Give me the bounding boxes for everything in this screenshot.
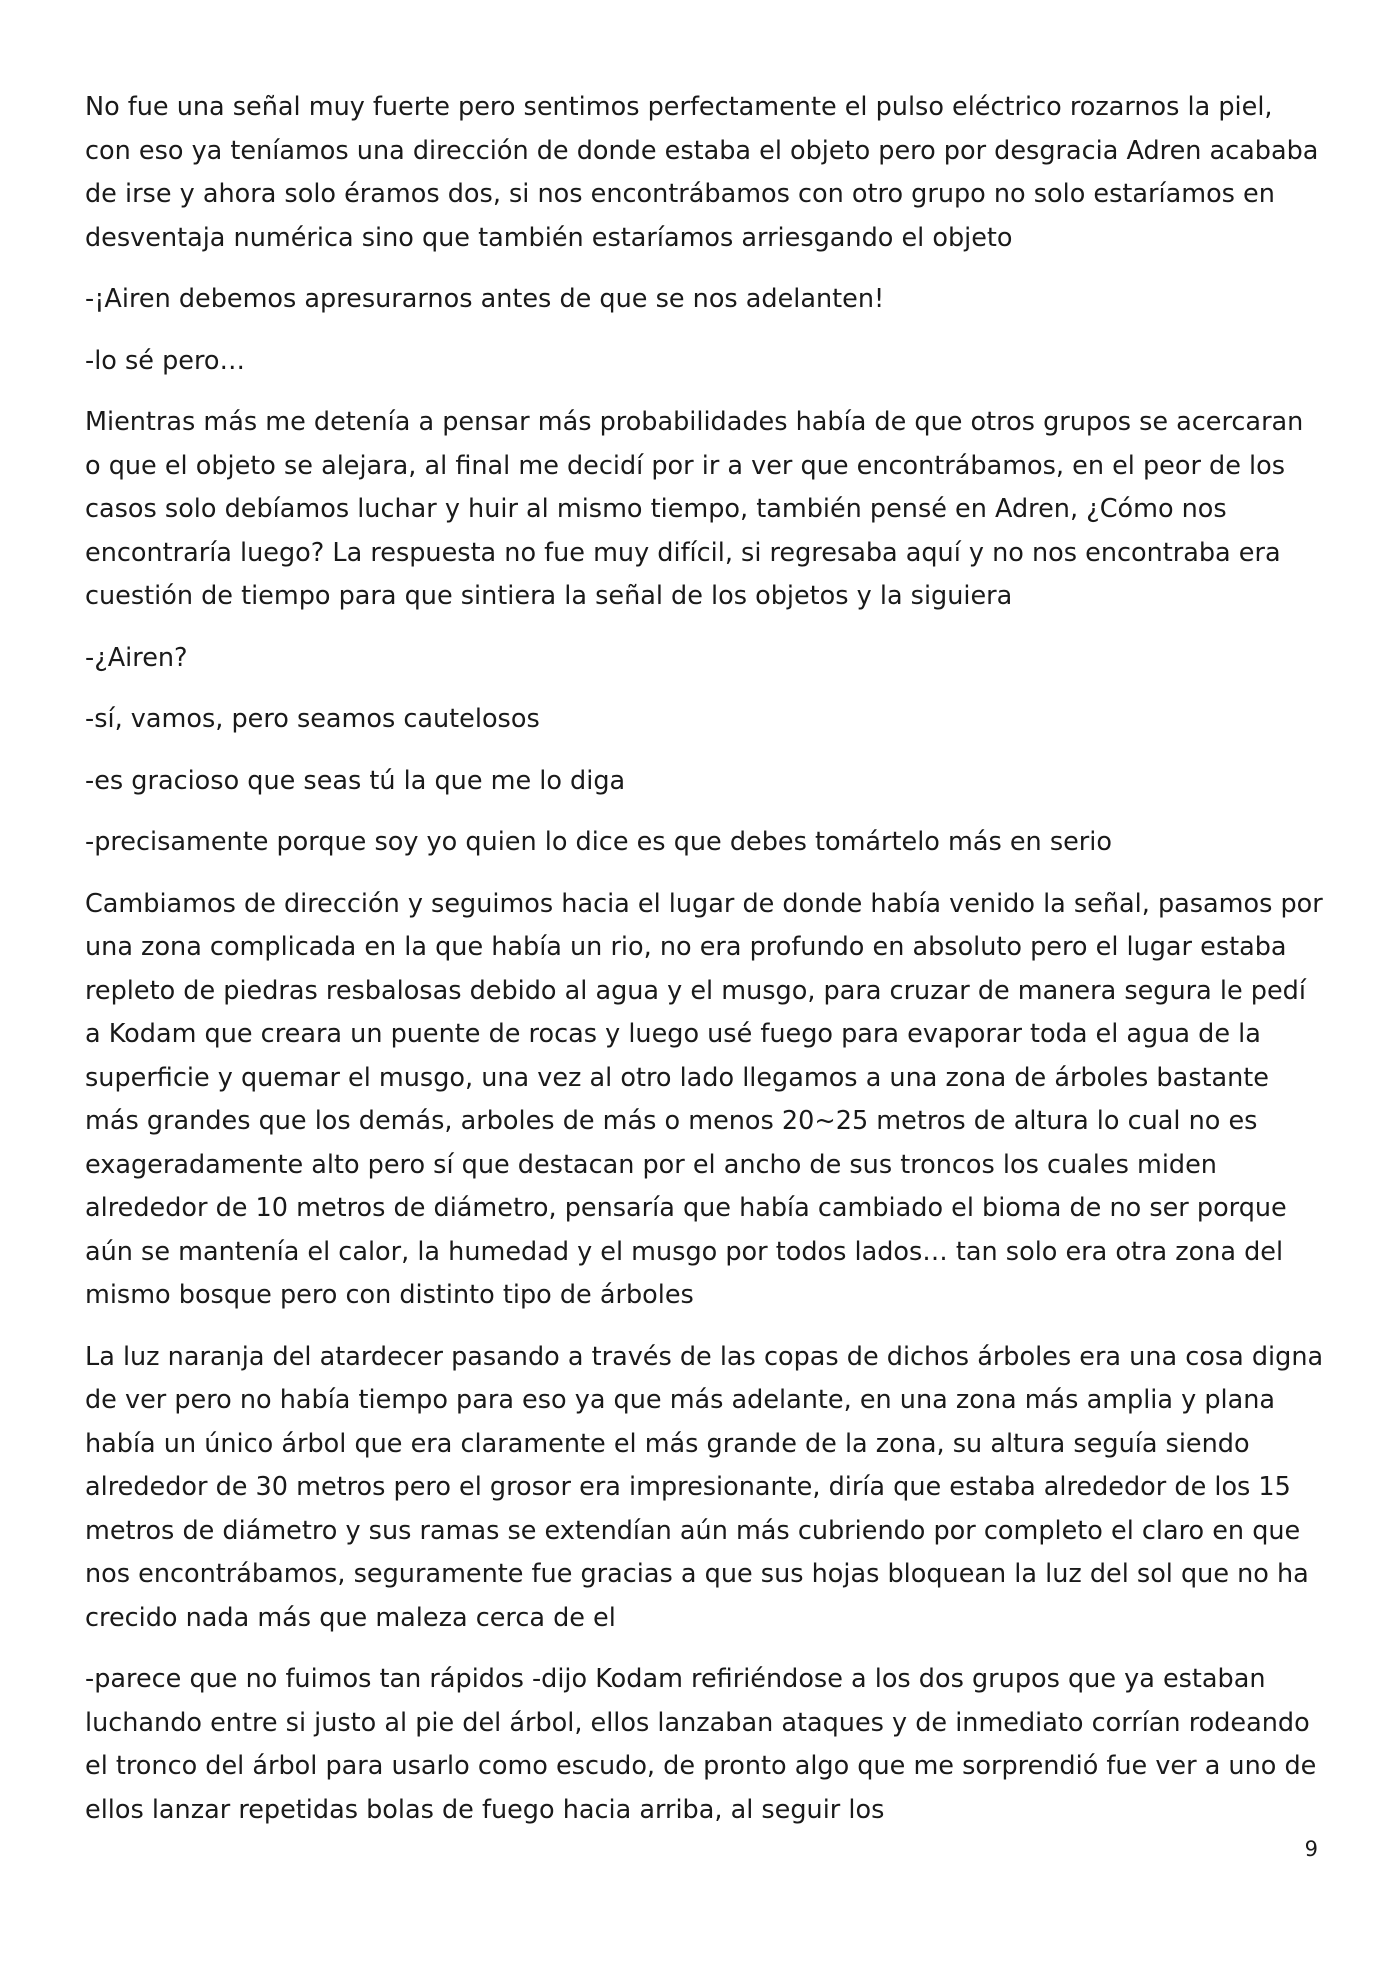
paragraph: Mientras más me detenía a pensar más probabilidades había de que otros grupos se acercaran o que el objeto se alejara, al final me decidí por ir a ver que encontrábamos, en el peor de los casos solo debíamos luchar y huir al mismo tiempo, también pensé en Adren, ¿Cómo nos encontraría luego? La respuesta no fue muy difícil, si regresaba aquí y no nos encontraba era cuestión de tiempo para que sintiera la señal de los objetos y la siguiera	[85, 407, 1304, 611]
paragraph: La luz naranja del atardecer pasando a través de las copas de dichos árboles era una cosa digna de ver pero no había tiempo para eso ya que más adelante, en una zona más amplia y plana había un único árbol que era claramente el más grande de la zona, su altura seguía siendo alrededor de 30 metros pero el grosor era impresionante, diría que estaba alrededor de los 15 metros de diámetro y sus ramas se extendían aún más cubriendo por completo el claro en que nos encontrábamos, seguramente fue gracias a que sus hojas bloquean la luz del sol que no ha crecido nada más que maleza cerca de el	[85, 1341, 1324, 1633]
dialogue-line: -¡Airen debemos apresurarnos antes de que se nos adelanten!	[85, 284, 885, 314]
paragraph: No fue una señal muy fuerte pero sentimos perfectamente el pulso eléctrico rozarnos la piel, con eso ya teníamos una dirección de donde estaba el objeto pero por desgracia Adren acababa de irse y ahora solo éramos dos, si nos encontrábamos con otro grupo no solo estaríamos en desventaja numérica sino que también estaríamos arriesgando el objeto	[85, 92, 1319, 253]
dialogue-line: -sí, vamos, pero seamos cautelosos	[85, 704, 540, 734]
document-body	[85, 86, 1325, 1850]
dialogue-line: -precisamente porque soy yo quien lo dice es que debes tomártelo más en serio	[85, 827, 1112, 857]
page-number: 9	[1304, 1837, 1318, 1861]
dialogue-line: -lo sé pero…	[85, 345, 245, 376]
dialogue-line: -¿Airen?	[85, 642, 188, 673]
paragraph: -parece que no fuimos tan rápidos -dijo Kodam refiriéndose a los dos grupos que ya estaban luchando entre si justo al pie del árbol, ellos lanzaban ataques y de inmediato corrían rodeando el tronco del árbol para usarlo como escudo, de pronto algo que me sorprendió fue ver a uno de ellos lanzar repetidas bolas de fuego hacia arriba, al seguir los	[85, 1664, 1317, 1825]
paragraph: Cambiamos de dirección y seguimos hacia el lugar de donde había venido la señal, pasamos por una zona complicada en la que había un rio, no era profundo en absoluto pero el lugar estaba repleto de piedras resbalosas debido al agua y el musgo, para cruzar de manera segura le pedí a Kodam que creara un puente de rocas y luego usé fuego para evaporar toda el agua de la superficie y quemar el musgo, una vez al otro lado llegamos a una zona de árboles bastante más grandes que los demás, arboles de más o menos 20~25 metros de altura lo cual no es exageradamente alto pero sí que destacan por el ancho de sus troncos los cuales miden alrededor de 10 metros de diámetro, pensaría que había cambiado el bioma de no ser porque aún se mantenía el calor, la humedad y el musgo por todos lados… tan solo era otra zona del mismo bosque pero con distinto tipo de árboles	[85, 888, 1323, 1310]
dialogue-line: -es gracioso que seas tú la que me lo diga	[85, 765, 626, 796]
